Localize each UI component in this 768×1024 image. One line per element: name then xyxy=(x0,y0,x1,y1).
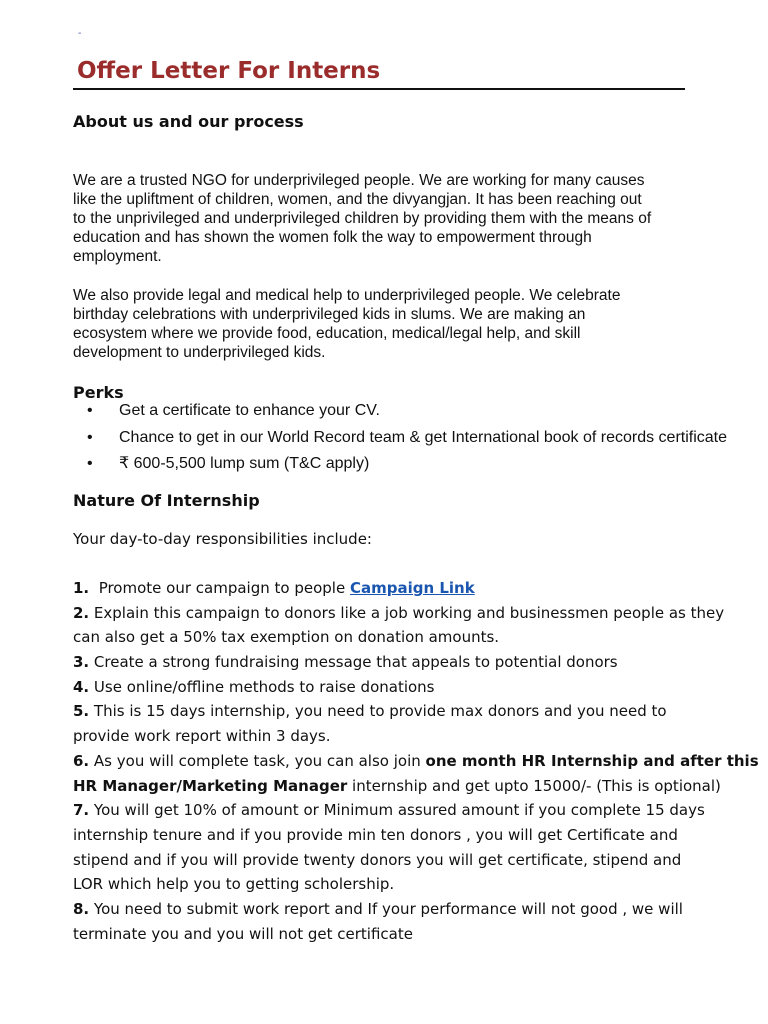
paragraph-line: birthday celebrations with underprivileged kids in slums. We are making an xyxy=(73,306,586,323)
item-number: 6. xyxy=(73,751,90,770)
bullet-icon: • xyxy=(87,455,93,472)
item-text: Create a strong fundraising message that appeals to potential donors xyxy=(93,653,618,672)
paragraph-line: like the upliftment of children, women, and the divyangjan. It has been reaching out xyxy=(73,191,642,208)
about-paragraph-2 xyxy=(73,286,713,362)
list-item xyxy=(73,699,763,724)
responsibilities-list xyxy=(73,576,763,946)
item-bold-text: one month HR Internship and after this xyxy=(425,751,759,770)
paragraph-line: We also provide legal and medical help to underprivileged people. We celebrate xyxy=(73,287,621,304)
paragraph-line: We are a trusted NGO for underprivileged people. We are working for many causes xyxy=(73,172,645,189)
perk-text: ₹ 600-5,500 lump sum (T&C apply) xyxy=(119,455,370,472)
list-item xyxy=(73,650,763,675)
bullet-icon: • xyxy=(87,428,93,446)
paragraph-line: to the unprivileged and underprivileged children by providing them with the means of xyxy=(73,210,652,227)
page-title: Offer Letter For Interns xyxy=(77,58,381,84)
bullet-icon: • xyxy=(87,402,93,419)
responsibilities-intro: Your day-to-day responsibilities include: xyxy=(73,530,372,548)
about-paragraph-1 xyxy=(73,171,713,266)
paragraph-line: employment. xyxy=(73,248,162,265)
item-text: As you will complete task, you can also join xyxy=(93,751,421,770)
item-number: 8. xyxy=(73,899,90,918)
item-text: LOR which help you to getting scholership. xyxy=(73,875,395,894)
item-text: internship and get upto 15000/- (This is optional) xyxy=(352,776,721,795)
item-text: Explain this campaign to donors like a job working and businessmen people as they xyxy=(93,603,725,622)
item-number: 3. xyxy=(73,653,90,672)
about-heading: About us and our process xyxy=(73,112,304,131)
list-item-continued xyxy=(73,823,763,848)
item-text: Use online/offline methods to raise donations xyxy=(93,677,435,696)
perk-text: Get a certificate to enhance your CV. xyxy=(119,402,380,419)
item-text: This is 15 days internship, you need to provide max donors and you need to xyxy=(93,702,667,721)
item-number: 1. xyxy=(73,579,90,597)
item-bold-text: HR Manager/Marketing Manager xyxy=(73,776,348,795)
paragraph-line: education and has shown the women folk the way to empowerment through xyxy=(73,229,592,246)
item-number: 7. xyxy=(73,801,90,820)
list-item xyxy=(73,798,763,823)
paragraph-line: ecosystem where we provide food, education, medical/legal help, and skill xyxy=(73,325,581,342)
list-item xyxy=(73,897,763,922)
list-item xyxy=(73,749,763,774)
paragraph-line: development to underprivileged kids. xyxy=(73,344,326,361)
list-item-continued xyxy=(73,922,763,947)
item-text: internship tenure and if you provide min ten donors , you will get Certificate and xyxy=(73,825,678,844)
item-text: You need to submit work report and If your performance will not good , we will xyxy=(93,899,683,918)
header-dash: - xyxy=(78,28,82,39)
list-item xyxy=(73,675,763,700)
list-item xyxy=(73,576,763,601)
list-item-continued xyxy=(73,774,763,799)
list-item-continued xyxy=(73,872,763,897)
list-item-continued xyxy=(73,625,763,650)
item-text: Promote our campaign to people xyxy=(98,579,346,597)
perks-heading: Perks xyxy=(73,383,124,402)
item-number: 4. xyxy=(73,677,90,696)
list-item-continued xyxy=(73,848,763,873)
item-number: 2. xyxy=(73,603,90,622)
perk-text: Chance to get in our World Record team & get International book of records certificate xyxy=(119,428,728,446)
item-text: terminate you and you will not get certificate xyxy=(73,924,413,943)
item-text: You will get 10% of amount or Minimum assured amount if you complete 15 days xyxy=(93,801,705,820)
item-number: 5. xyxy=(73,702,90,721)
item-text: stipend and if you will provide twenty donors you will get certificate, stipend and xyxy=(73,850,682,869)
item-text: can also get a 50% tax exemption on donation amounts. xyxy=(73,628,500,647)
list-item-continued xyxy=(73,724,763,749)
campaign-link[interactable]: Campaign Link xyxy=(349,579,475,597)
nature-heading: Nature Of Internship xyxy=(73,491,260,510)
list-item xyxy=(73,601,763,626)
item-text: provide work report within 3 days. xyxy=(73,727,331,746)
title-underline xyxy=(73,88,685,90)
